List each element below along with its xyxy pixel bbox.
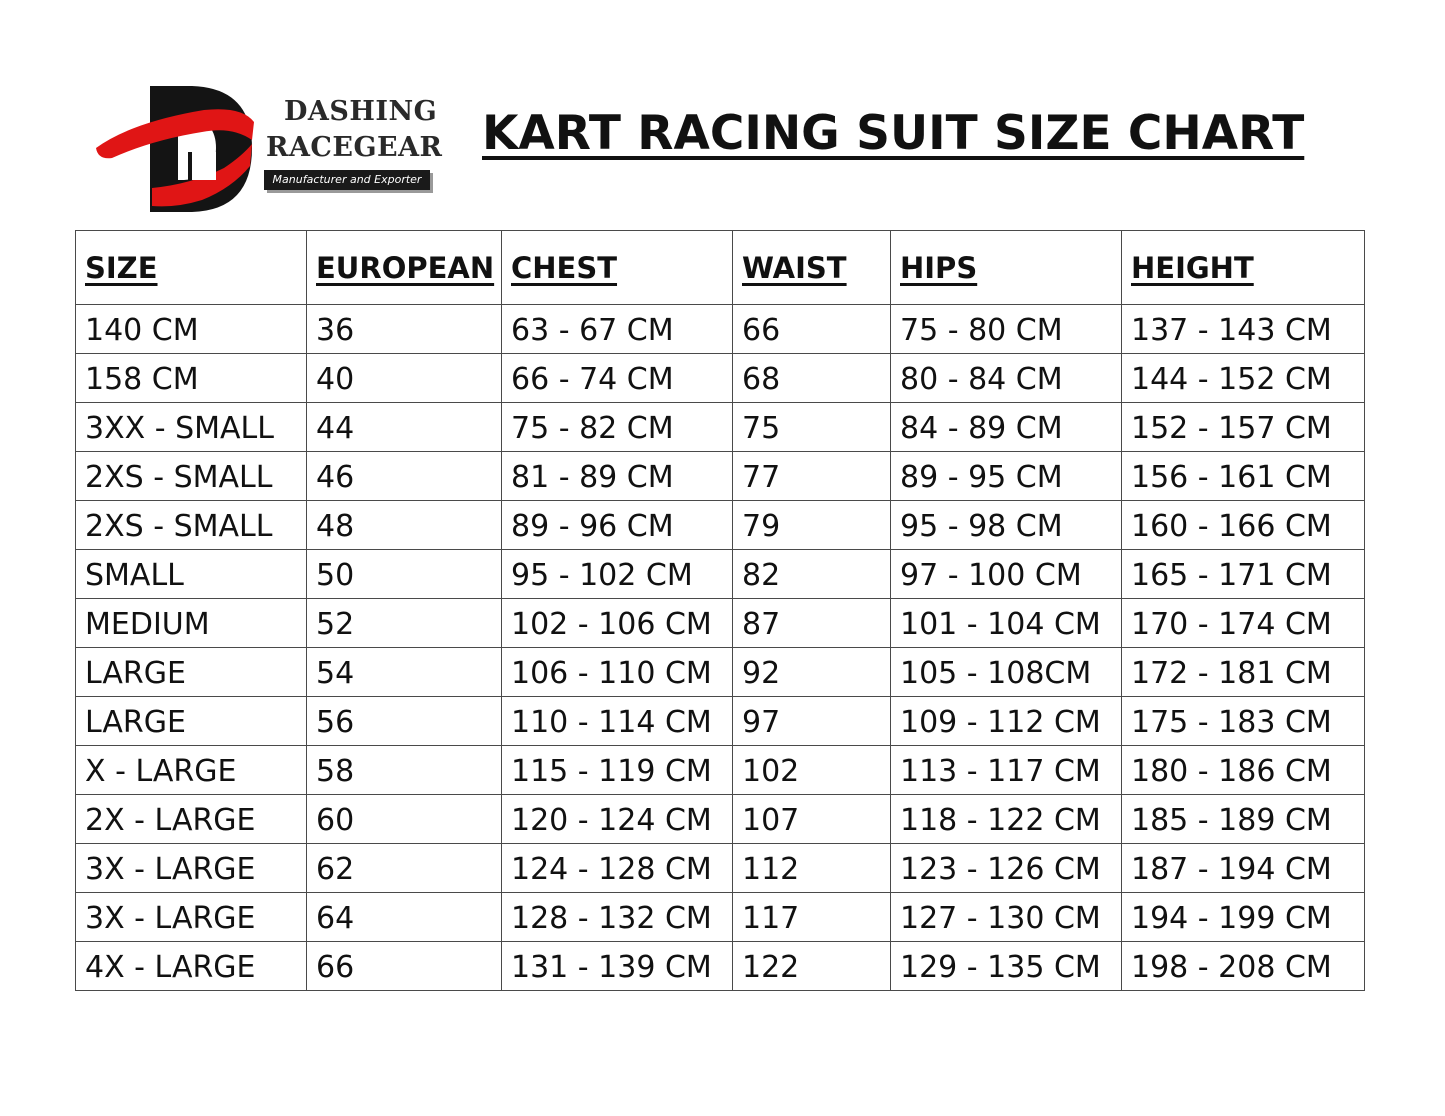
cell-height: 194 - 199 CM [1122,893,1365,942]
cell-chest: 106 - 110 CM [502,648,733,697]
cell-waist: 66 [733,305,891,354]
cell-european: 46 [307,452,502,501]
cell-height: 156 - 161 CM [1122,452,1365,501]
cell-height: 165 - 171 CM [1122,550,1365,599]
cell-european: 36 [307,305,502,354]
column-header-height: HEIGHT [1122,231,1365,305]
cell-chest: 95 - 102 CM [502,550,733,599]
logo-d-emblem [92,82,262,217]
table-row [76,648,1365,697]
cell-waist: 75 [733,403,891,452]
table-row [76,697,1365,746]
cell-european: 62 [307,844,502,893]
cell-height: 198 - 208 CM [1122,942,1365,991]
cell-european: 58 [307,746,502,795]
cell-european: 50 [307,550,502,599]
cell-european: 56 [307,697,502,746]
cell-height: 160 - 166 CM [1122,501,1365,550]
cell-hips: 105 - 108CM [891,648,1122,697]
cell-size: SMALL [76,550,307,599]
cell-height: 152 - 157 CM [1122,403,1365,452]
cell-size: 158 CM [76,354,307,403]
table-row [76,795,1365,844]
cell-european: 52 [307,599,502,648]
cell-chest: 128 - 132 CM [502,893,733,942]
cell-hips: 113 - 117 CM [891,746,1122,795]
cell-chest: 75 - 82 CM [502,403,733,452]
cell-hips: 80 - 84 CM [891,354,1122,403]
cell-height: 137 - 143 CM [1122,305,1365,354]
table-row [76,844,1365,893]
cell-waist: 87 [733,599,891,648]
cell-waist: 117 [733,893,891,942]
cell-waist: 82 [733,550,891,599]
cell-chest: 63 - 67 CM [502,305,733,354]
cell-hips: 118 - 122 CM [891,795,1122,844]
cell-waist: 122 [733,942,891,991]
cell-european: 60 [307,795,502,844]
page-title: KART RACING SUIT SIZE CHART [482,106,1305,161]
cell-hips: 89 - 95 CM [891,452,1122,501]
cell-waist: 102 [733,746,891,795]
cell-height: 180 - 186 CM [1122,746,1365,795]
size-chart-table [75,230,1365,991]
column-header-hips: HIPS [891,231,1122,305]
brand-logo [92,82,442,217]
cell-european: 66 [307,942,502,991]
cell-size: 2X - LARGE [76,795,307,844]
cell-hips: 97 - 100 CM [891,550,1122,599]
cell-hips: 101 - 104 CM [891,599,1122,648]
cell-hips: 95 - 98 CM [891,501,1122,550]
table-row [76,452,1365,501]
cell-waist: 92 [733,648,891,697]
table-row [76,501,1365,550]
table-row [76,942,1365,991]
column-header-chest: CHEST [502,231,733,305]
cell-height: 144 - 152 CM [1122,354,1365,403]
table-row [76,746,1365,795]
cell-hips: 127 - 130 CM [891,893,1122,942]
brand-tagline: Manufacturer and Exporter [264,170,430,190]
cell-waist: 79 [733,501,891,550]
cell-chest: 102 - 106 CM [502,599,733,648]
brand-name-line1: DASHING [284,96,438,127]
cell-size: 3X - LARGE [76,893,307,942]
cell-waist: 97 [733,697,891,746]
cell-hips: 109 - 112 CM [891,697,1122,746]
cell-size: 3XX - SMALL [76,403,307,452]
cell-height: 185 - 189 CM [1122,795,1365,844]
cell-size: 140 CM [76,305,307,354]
cell-waist: 68 [733,354,891,403]
cell-waist: 112 [733,844,891,893]
cell-european: 44 [307,403,502,452]
table-row [76,354,1365,403]
brand-name-line2: RACEGEAR [266,132,443,163]
cell-european: 64 [307,893,502,942]
cell-height: 187 - 194 CM [1122,844,1365,893]
cell-chest: 89 - 96 CM [502,501,733,550]
cell-waist: 77 [733,452,891,501]
cell-waist: 107 [733,795,891,844]
cell-hips: 84 - 89 CM [891,403,1122,452]
cell-hips: 123 - 126 CM [891,844,1122,893]
table-body [76,305,1365,991]
table-row [76,893,1365,942]
cell-size: 4X - LARGE [76,942,307,991]
table-row [76,599,1365,648]
cell-chest: 131 - 139 CM [502,942,733,991]
cell-hips: 75 - 80 CM [891,305,1122,354]
cell-height: 170 - 174 CM [1122,599,1365,648]
cell-european: 48 [307,501,502,550]
cell-chest: 120 - 124 CM [502,795,733,844]
table-row [76,305,1365,354]
cell-chest: 66 - 74 CM [502,354,733,403]
cell-size: 2XS - SMALL [76,452,307,501]
cell-chest: 110 - 114 CM [502,697,733,746]
table-header-row [76,231,1365,305]
cell-chest: 124 - 128 CM [502,844,733,893]
cell-height: 175 - 183 CM [1122,697,1365,746]
cell-size: LARGE [76,697,307,746]
column-header-size: SIZE [76,231,307,305]
cell-size: LARGE [76,648,307,697]
cell-height: 172 - 181 CM [1122,648,1365,697]
cell-size: MEDIUM [76,599,307,648]
cell-size: 3X - LARGE [76,844,307,893]
column-header-waist: WAIST [733,231,891,305]
cell-chest: 115 - 119 CM [502,746,733,795]
cell-european: 40 [307,354,502,403]
table-row [76,550,1365,599]
cell-hips: 129 - 135 CM [891,942,1122,991]
cell-size: X - LARGE [76,746,307,795]
table-row [76,403,1365,452]
cell-european: 54 [307,648,502,697]
column-header-european: EUROPEAN [307,231,502,305]
cell-chest: 81 - 89 CM [502,452,733,501]
cell-size: 2XS - SMALL [76,501,307,550]
